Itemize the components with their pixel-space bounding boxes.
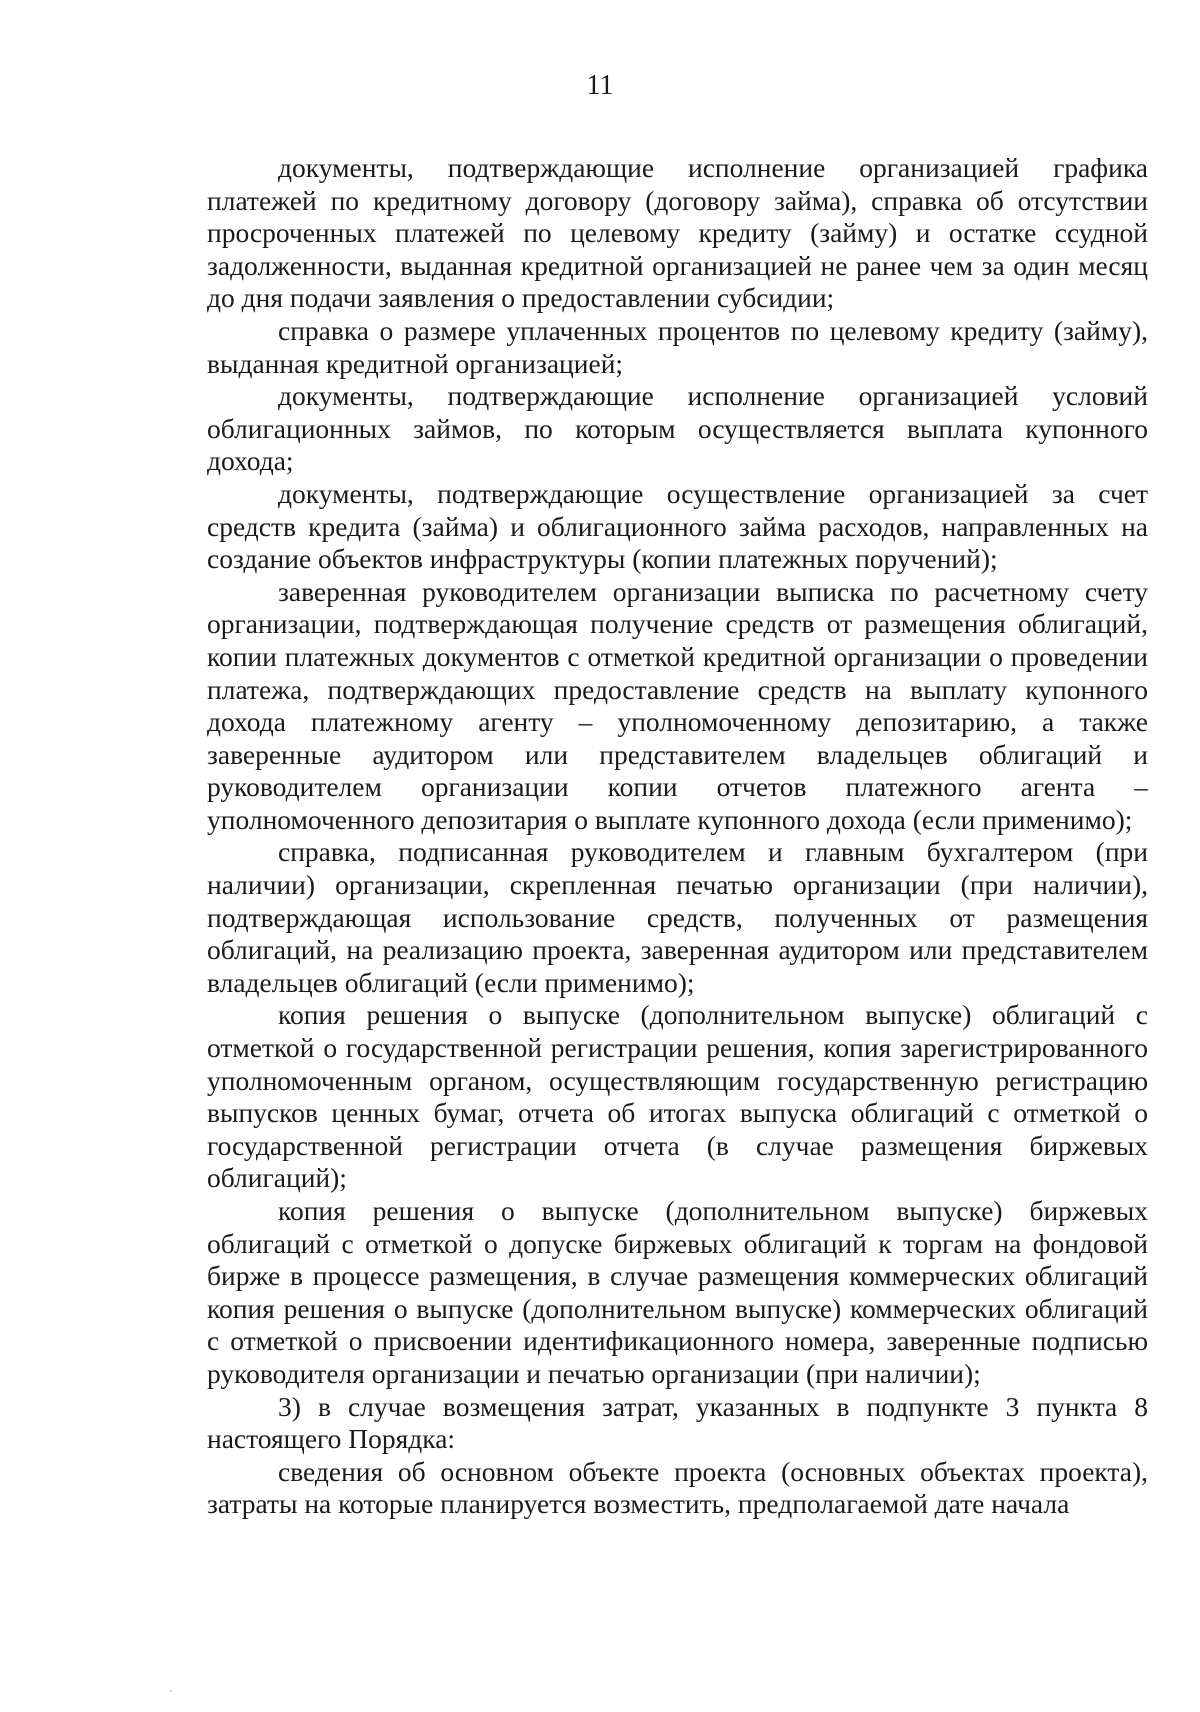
scan-speck bbox=[170, 1690, 172, 1692]
paragraph: справка о размере уплаченных процентов по целевому кредиту (займу), выданная кредитной организацией; bbox=[207, 314, 1148, 379]
paragraph: сведения об основном объекте проекта (основных объектах проекта), затраты на которые планируется возместить, предполагаемой дате начала bbox=[207, 1455, 1148, 1520]
paragraph: справка, подписанная руководителем и главным бухгалтером (при наличии) организации, скрепленная печатью организации (при наличии), подтверждающая использование средств, полученных от размещения облигаций, на реализацию проекта, заверенная аудитором или представителем владельцев облигаций (если применимо); bbox=[207, 836, 1148, 998]
paragraph: копия решения о выпуске (дополнительном выпуске) облигаций с отметкой о государственной регистрации решения, копия зарегистрированного уполномоченным органом, осуществляющим государственную регистрацию выпусков ценных бумаг, отчета об итогах выпуска облигаций с отметкой о государственной регистрации отчета (в случае размещения биржевых облигаций); bbox=[207, 999, 1148, 1194]
paragraph: 3) в случае возмещения затрат, указанных в подпункте 3 пункта 8 настоящего Порядка: bbox=[207, 1390, 1148, 1455]
paragraph: документы, подтверждающие исполнение организацией графика платежей по кредитному договору (договору займа), справка об отсутствии просроченных платежей по целевому кредиту (займу) и остатке ссудной задолженности, выданная кредитной организацией не ранее чем за один месяц до дня подачи заявления о предоставлении субсидии; bbox=[207, 152, 1148, 314]
document-body bbox=[207, 152, 1148, 1521]
paragraph: копия решения о выпуске (дополнительном выпуске) биржевых облигаций с отметкой о допуске биржевых облигаций к торгам на фондовой бирже в процессе размещения, в случае размещения коммерческих облигаций копия решения о выпуске (дополнительном выпуске) коммерческих облигаций с отметкой о присвоении идентификационного номера, заверенные подписью руководителя организации и печатью организации (при наличии); bbox=[207, 1195, 1148, 1389]
paragraph: документы, подтверждающие исполнение организацией условий облигационных займов, по которым осуществляется выплата купонного дохода; bbox=[207, 380, 1148, 477]
page-number: 11 bbox=[586, 70, 614, 101]
paragraph: документы, подтверждающие осуществление организацией за счет средств кредита (займа) и облигационного займа расходов, направленных на создание объектов инфраструктуры (копии платежных поручений); bbox=[207, 477, 1148, 575]
paragraph: заверенная руководителем организации выписка по расчетному счету организации, подтверждающая получение средств от размещения облигаций, копии платежных документов с отметкой кредитной организации о проведении платежа, подтверждающих предоставление средств на выплату купонного дохода платежному агенту – уполномоченному депозитарию, а также заверенные аудитором или представителем владельцев облигаций и руководителем организации копии отчетов платежного агента – уполномоченного депозитария о выплате купонного дохода (если применимо); bbox=[207, 575, 1148, 835]
